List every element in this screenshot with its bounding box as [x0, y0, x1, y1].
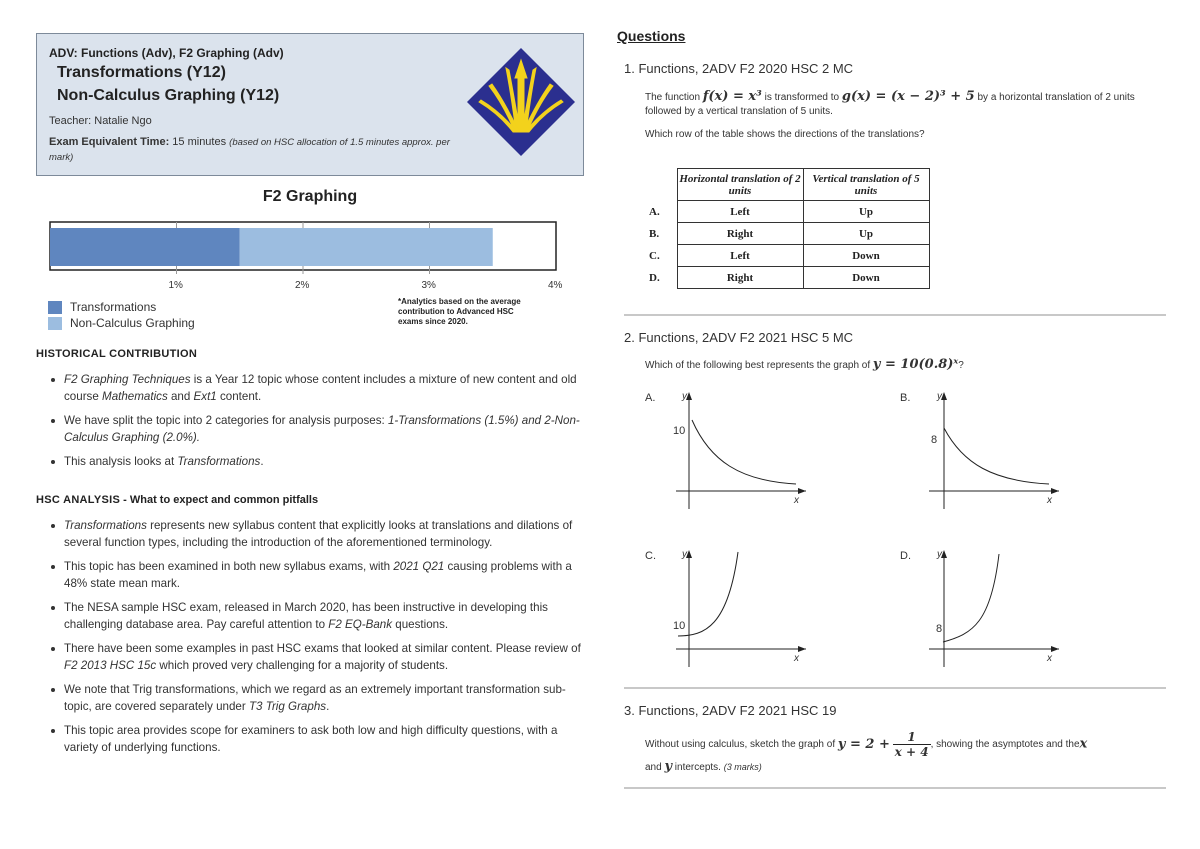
table-row: A. Left Up [645, 201, 929, 223]
teacher-name: Teacher: Natalie Ngo [49, 115, 152, 127]
list-item: This topic area provides scope for examiners to ask both low and high difficulty questions, with a variety of underlying functions. [48, 722, 588, 756]
legend-swatch-non-calculus [48, 317, 62, 330]
title-non-calculus: Non-Calculus Graphing (Y12) [57, 87, 280, 104]
table-row: B. Right Up [645, 223, 929, 245]
svg-text:8: 8 [936, 623, 943, 635]
chart-bar-non-calculus-graphing [240, 228, 493, 266]
list-item: We have split the topic into 2 categories for analysis purposes: 1-Transformations (1.5%) and 2-Non-Calculus Graphing (2.0%). [48, 412, 588, 446]
svg-text:10: 10 [673, 425, 686, 437]
chart-legend [48, 299, 195, 331]
divider [624, 314, 1166, 316]
course-subtitle: ADV: Functions (Adv), F2 Graphing (Adv) [49, 46, 284, 60]
list-item: Transformations represents new syllabus content that explicitly looks at translations and dilations of several function types, including the introduction of the aforementioned terminology. [48, 517, 588, 551]
exam-time: Exam Equivalent Time: 15 minutes (based on HSC allocation of 1.5 minutes approx. per mark) [49, 136, 450, 163]
option-d-label: D. [900, 550, 911, 562]
question-3-text: Without using calculus, sketch the graph of y = 2 + $\frac{1}{x + 4}$ , showing the asymptotes and thex and y intercepts. (3 marks) [645, 730, 1088, 774]
question-2-title: 2. Functions, 2ADV F2 2021 HSC 5 MC [624, 330, 854, 345]
option-d-graph [923, 544, 1083, 674]
list-item: F2 Graphing Techniques is a Year 12 topic whose content includes a mixture of new content and old course Mathematics and Ext1 content. [48, 371, 588, 405]
header-box [36, 33, 584, 176]
table-header-vertical: Vertical translation of 5 units [803, 169, 929, 201]
question-1-text: The function f(x) = x³ is transformed to g(x) = (x − 2)³ + 5 by a horizontal translation of 2 units followed by a vertical translation of 5 units. [645, 89, 1135, 117]
contribution-chart [36, 214, 584, 294]
chart-title: F2 Graphing [262, 188, 358, 205]
historical-list [48, 371, 588, 477]
question-1-prompt: Which row of the table shows the directions of the translations? [645, 129, 925, 140]
option-b-graph [923, 386, 1083, 516]
svg-text:x: x [794, 495, 799, 506]
chart-tick-label: 2% [295, 280, 310, 291]
option-c-label: C. [645, 550, 656, 562]
svg-text:x: x [1047, 653, 1052, 664]
school-logo-icon [465, 46, 577, 158]
divider [624, 687, 1166, 689]
analytics-footnote: *Analytics based on the average contribution to Advanced HSC exams since 2020. [398, 297, 521, 326]
option-c-graph [670, 544, 830, 674]
svg-text:8: 8 [931, 434, 938, 446]
chart-tick-label: 1% [168, 280, 183, 291]
table-header-horizontal: Horizontal translation of 2 units [677, 169, 803, 201]
question-3-title: 3. Functions, 2ADV F2 2021 HSC 19 [624, 703, 837, 718]
svg-text:y: y [682, 391, 687, 402]
title-transformations: Transformations (Y12) [57, 64, 226, 81]
question-1-table [645, 168, 930, 289]
legend-item-non-calculus: Non-Calculus Graphing [48, 315, 195, 331]
svg-text:x: x [1047, 495, 1052, 506]
list-item: We note that Trig transformations, which we regard as an extremely important transformation sub-topic, are covered separately under T3 Trig Graphs. [48, 681, 588, 715]
question-1-title: 1. Functions, 2ADV F2 2020 HSC 2 MC [624, 61, 854, 76]
table-row: D. Right Down [645, 267, 929, 289]
svg-text:y: y [937, 391, 942, 402]
svg-text:y: y [937, 549, 942, 560]
chart-tick-label: 4% [548, 280, 563, 291]
divider [624, 787, 1166, 789]
svg-text:x: x [794, 653, 799, 664]
svg-text:10: 10 [673, 620, 686, 632]
list-item: There have been some examples in past HSC exams that looked at similar content. Please review of F2 2013 HSC 15c which proved very challenging for a majority of students. [48, 640, 588, 674]
list-item: This topic has been examined in both new syllabus exams, with 2021 Q21 causing problems with a 48% state mean mark. [48, 558, 588, 592]
analysis-list [48, 517, 588, 763]
legend-swatch-transformations [48, 301, 62, 314]
questions-heading: Questions [617, 28, 686, 44]
analysis-heading: HSC ANALYSIS - What to expect and common pitfalls [36, 494, 319, 506]
question-2-text: Which of the following best represents the graph of y = 10(0.8)ˣ? [645, 357, 964, 372]
option-a-label: A. [645, 392, 656, 404]
legend-item-transformations: Transformations [48, 299, 195, 315]
historical-heading: HISTORICAL CONTRIBUTION [36, 348, 198, 360]
svg-text:y: y [682, 549, 687, 560]
chart-bar-transformations [50, 228, 240, 266]
table-row: C. Left Down [645, 245, 929, 267]
option-b-label: B. [900, 392, 911, 404]
list-item: This analysis looks at Transformations. [48, 453, 588, 470]
chart-tick-label: 3% [421, 280, 436, 291]
option-a-graph [670, 386, 830, 516]
list-item: The NESA sample HSC exam, released in March 2020, has been instructive in developing this challenging database area. Pay careful attention to F2 EQ-Bank questions. [48, 599, 588, 633]
